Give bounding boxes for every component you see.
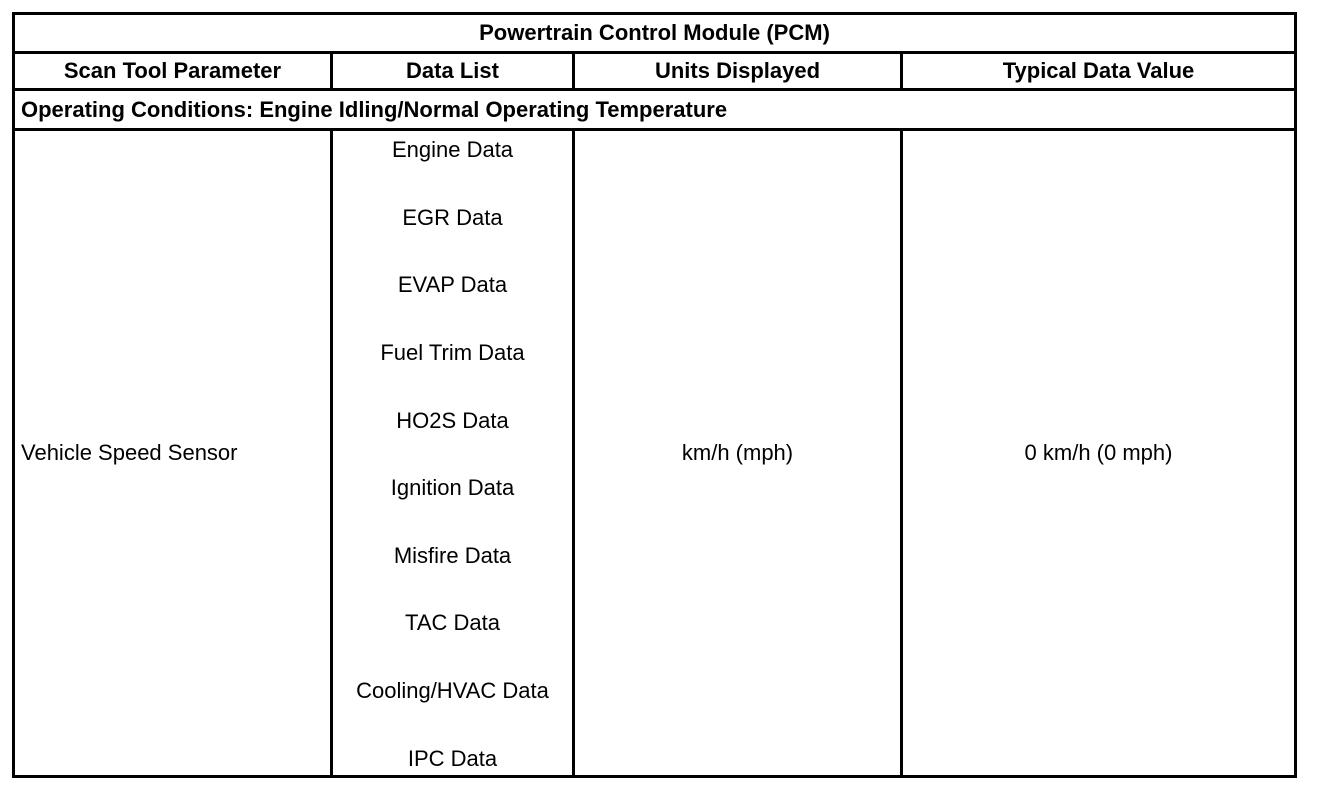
data-list-cell	[332, 130, 574, 777]
operating-conditions: Operating Conditions: Engine Idling/Normal Operating Temperature	[14, 90, 1296, 130]
table-header-row	[14, 53, 1296, 90]
table-row	[14, 130, 1296, 777]
operating-conditions-row	[14, 90, 1296, 130]
data-list-item: Ignition Data	[390, 475, 515, 501]
typical-value-cell: 0 km/h (0 mph)	[902, 130, 1296, 777]
table-title-row	[14, 14, 1296, 53]
units-cell: km/h (mph)	[574, 130, 902, 777]
data-list	[333, 131, 572, 775]
data-list-item: Cooling/HVAC Data	[356, 678, 549, 703]
header-typical-data-value: Typical Data Value	[902, 53, 1296, 90]
header-units-displayed: Units Displayed	[574, 53, 902, 90]
parameter-cell: Vehicle Speed Sensor	[14, 130, 332, 777]
header-data-list: Data List	[332, 53, 574, 90]
data-list-item: HO2S Data	[396, 407, 509, 433]
data-list-item: Fuel Trim Data	[380, 339, 525, 365]
table-title: Powertrain Control Module (PCM)	[14, 14, 1296, 53]
data-list-item: TAC Data	[405, 610, 500, 636]
data-list-item: Engine Data	[391, 137, 514, 162]
data-list-item: IPC Data	[407, 745, 498, 771]
header-scan-tool-parameter: Scan Tool Parameter	[14, 53, 332, 90]
data-list-item: Misfire Data	[393, 542, 512, 568]
pcm-data-table	[12, 12, 1297, 778]
data-list-item: EVAP Data	[397, 272, 508, 298]
data-list-item: EGR Data	[402, 204, 503, 230]
